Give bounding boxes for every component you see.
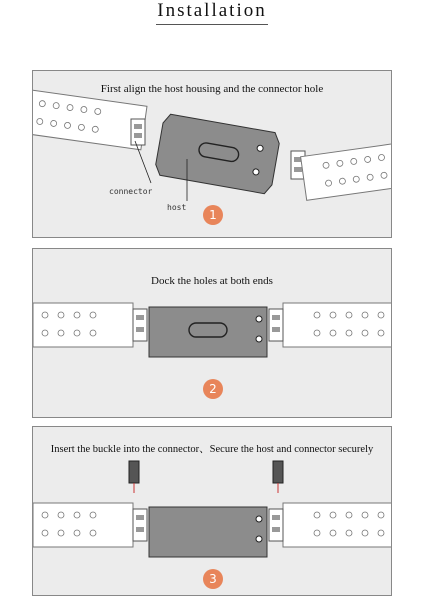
host-label: host (167, 203, 187, 212)
right-buckle (273, 461, 283, 483)
step-3-badge: 3 (203, 569, 223, 589)
step-1-panel (32, 70, 392, 238)
step-3-caption: Insert the buckle into the connector、Secure the host and connector securely (50, 444, 374, 455)
step-1-badge: 1 (203, 205, 223, 225)
host-housing (149, 307, 267, 357)
title-underline (156, 24, 268, 25)
left-strap (33, 90, 147, 150)
right-strap (301, 141, 392, 200)
connector-label: connector (109, 187, 153, 196)
step-1-caption: First align the host housing and the connector hole (100, 83, 324, 95)
step-2-caption: Dock the holes at both ends (151, 275, 273, 287)
host-housing (154, 113, 281, 195)
left-buckle (129, 461, 139, 483)
step-2-panel (32, 248, 392, 418)
page-title: Installation (157, 0, 267, 21)
host-housing (149, 507, 267, 557)
connector-leader-line (135, 141, 151, 183)
step-2-badge: 2 (203, 379, 223, 399)
step-3-panel (32, 426, 392, 596)
left-connector-piece (131, 119, 145, 145)
